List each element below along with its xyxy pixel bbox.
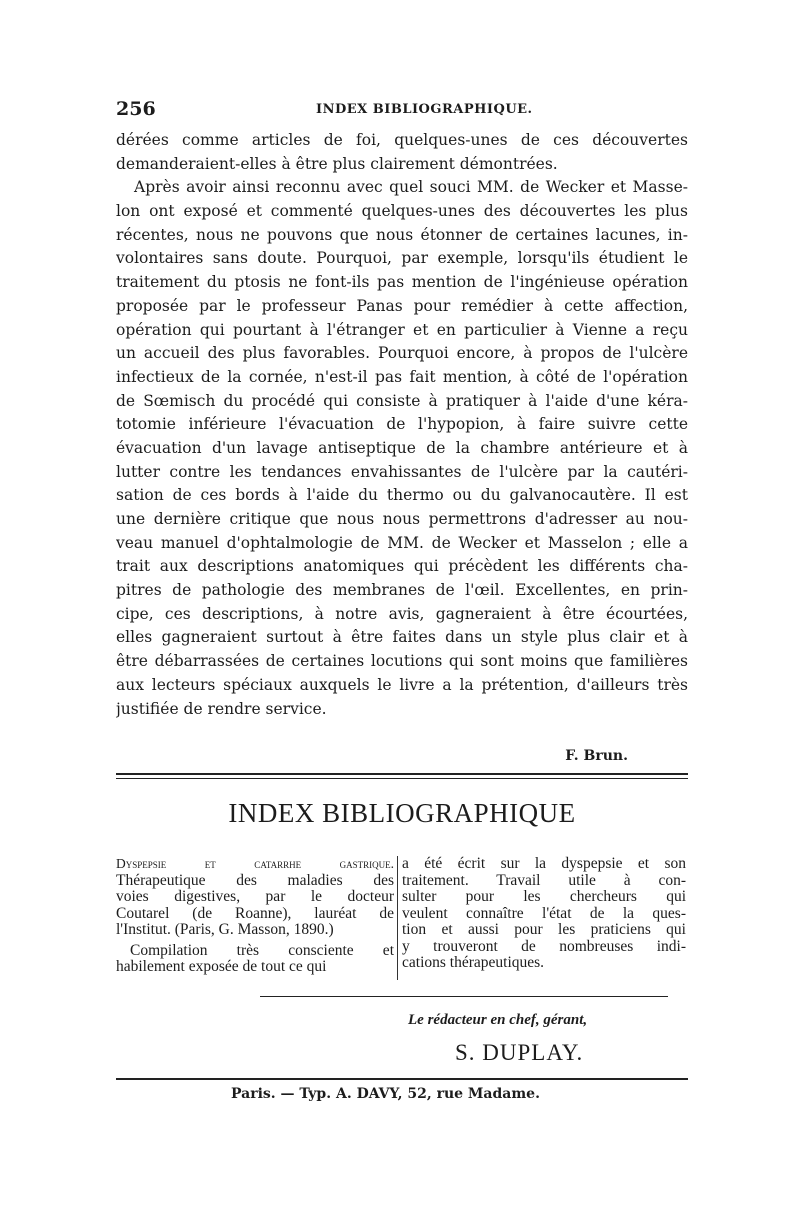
editor-role: Le rédacteur en chef, gérant, xyxy=(408,1012,588,1028)
entry-right-column xyxy=(402,856,686,972)
editor-name: S. DUPLAY. xyxy=(455,1040,584,1065)
entry-line: Compilation très consciente et xyxy=(130,942,394,959)
body-line: être débarrassées de certaines locutions qui sont moins que familières xyxy=(116,652,688,671)
entry-line: l'Institut. (Paris, G. Masson, 1890.) xyxy=(116,922,334,938)
body-line: trait aux descriptions anatomiques qui précèdent les différents cha- xyxy=(116,557,688,576)
section-title: INDEX BIBLIOGRAPHIQUE xyxy=(228,798,576,828)
body-line: lon ont exposé et commenté quelques-unes des découvertes les plus xyxy=(116,202,688,221)
body-line: une dernière critique que nous nous permettrons d'adresser au nou- xyxy=(116,510,688,528)
page-header xyxy=(116,98,686,124)
entry-line: cations thérapeutiques. xyxy=(402,955,545,971)
body-line: demanderaient-elles à être plus clairement démontrées. xyxy=(116,154,558,173)
entry-left-column xyxy=(116,856,394,976)
entry-line: sulter pour les chercheurs qui xyxy=(402,889,686,905)
body-line: de Sœmisch du procédé qui consiste à pratiquer à l'aide d'une kéra- xyxy=(116,391,688,410)
review-signature: F. Brun. xyxy=(565,748,628,764)
body-line: opération qui pourtant à l'étranger et en particulier à Vienne a reçu xyxy=(116,320,688,339)
running-title: INDEX BIBLIOGRAPHIQUE. xyxy=(316,102,533,117)
section-divider-rule xyxy=(116,773,688,779)
body-line: aux lecteurs spéciaux auxquels le livre a la prétention, d'ailleurs très xyxy=(116,675,688,694)
entry-line: traitement. Travail utile à con- xyxy=(402,872,686,889)
review-body-text xyxy=(116,129,688,721)
entry-line: voies digestives, par le docteur xyxy=(116,889,394,905)
body-line: lutter contre les tendances envahissantes de l'ulcère par la cautéri- xyxy=(116,462,688,481)
body-line: un accueil des plus favorables. Pourquoi encore, à propos de l'ulcère xyxy=(116,344,688,363)
entry-line: Thérapeutique des maladies des xyxy=(116,872,394,889)
body-line: elles gagneraient surtout à être faites dans un style plus clair et à xyxy=(116,628,688,647)
entry-line: Coutarel (de Roanne), lauréat de xyxy=(116,905,394,922)
body-line: récentes, nous ne pouvons que nous étonner de certaines lacunes, in- xyxy=(116,225,688,244)
body-line: totomie inférieure l'évacuation de l'hypopion, à faire suivre cette xyxy=(116,415,688,434)
entry-line: habilement exposée de tout ce qui xyxy=(116,959,327,975)
body-line: veau manuel d'ophtalmologie de MM. de Wecker et Masselon ; elle a xyxy=(116,533,688,552)
body-line: évacuation d'un lavage antiseptique de la chambre antérieure et à xyxy=(116,438,688,457)
entry-line: veulent connaître l'état de la ques- xyxy=(402,905,686,922)
body-line: justifiée de rendre service. xyxy=(116,699,327,718)
page-number: 256 xyxy=(116,98,156,120)
entry-line: tion et aussi pour les praticiens qui xyxy=(402,922,686,938)
column-divider xyxy=(397,856,398,980)
entry-line: y trouveront de nombreuses indi- xyxy=(402,938,686,955)
body-line: cipe, ces descriptions, à notre avis, gagneraient à être écourtées, xyxy=(116,604,688,623)
body-line: volontaires sans doute. Pourquoi, par exemple, lorsqu'ils étudient le xyxy=(116,249,688,268)
printer-imprint: Paris. — Typ. A. DAVY, 52, rue Madame. xyxy=(231,1086,540,1102)
editor-rule xyxy=(260,996,668,997)
entry-line: a été écrit sur la dyspepsie et son xyxy=(402,856,686,872)
body-line: infectieux de la cornée, n'est-il pas fait mention, à côté de l'opération xyxy=(116,367,688,386)
body-line: Après avoir ainsi reconnu avec quel souci MM. de Wecker et Masse- xyxy=(134,178,688,197)
body-line: traitement du ptosis ne font-ils pas mention de l'ingénieuse opération xyxy=(116,273,688,292)
body-line: dérées comme articles de foi, quelques-unes de ces découvertes xyxy=(116,131,688,149)
footer-rule xyxy=(116,1078,688,1080)
entry-line: Dyspepsie et catarrhe gastrique. xyxy=(116,856,394,871)
body-line: sation de ces bords à l'aide du thermo ou du galvanocautère. Il est xyxy=(116,486,688,505)
body-line: pitres de pathologie des membranes de l'œil. Excellentes, en prin- xyxy=(116,581,688,600)
body-line: proposée par le professeur Panas pour remédier à cette affection, xyxy=(116,296,688,315)
